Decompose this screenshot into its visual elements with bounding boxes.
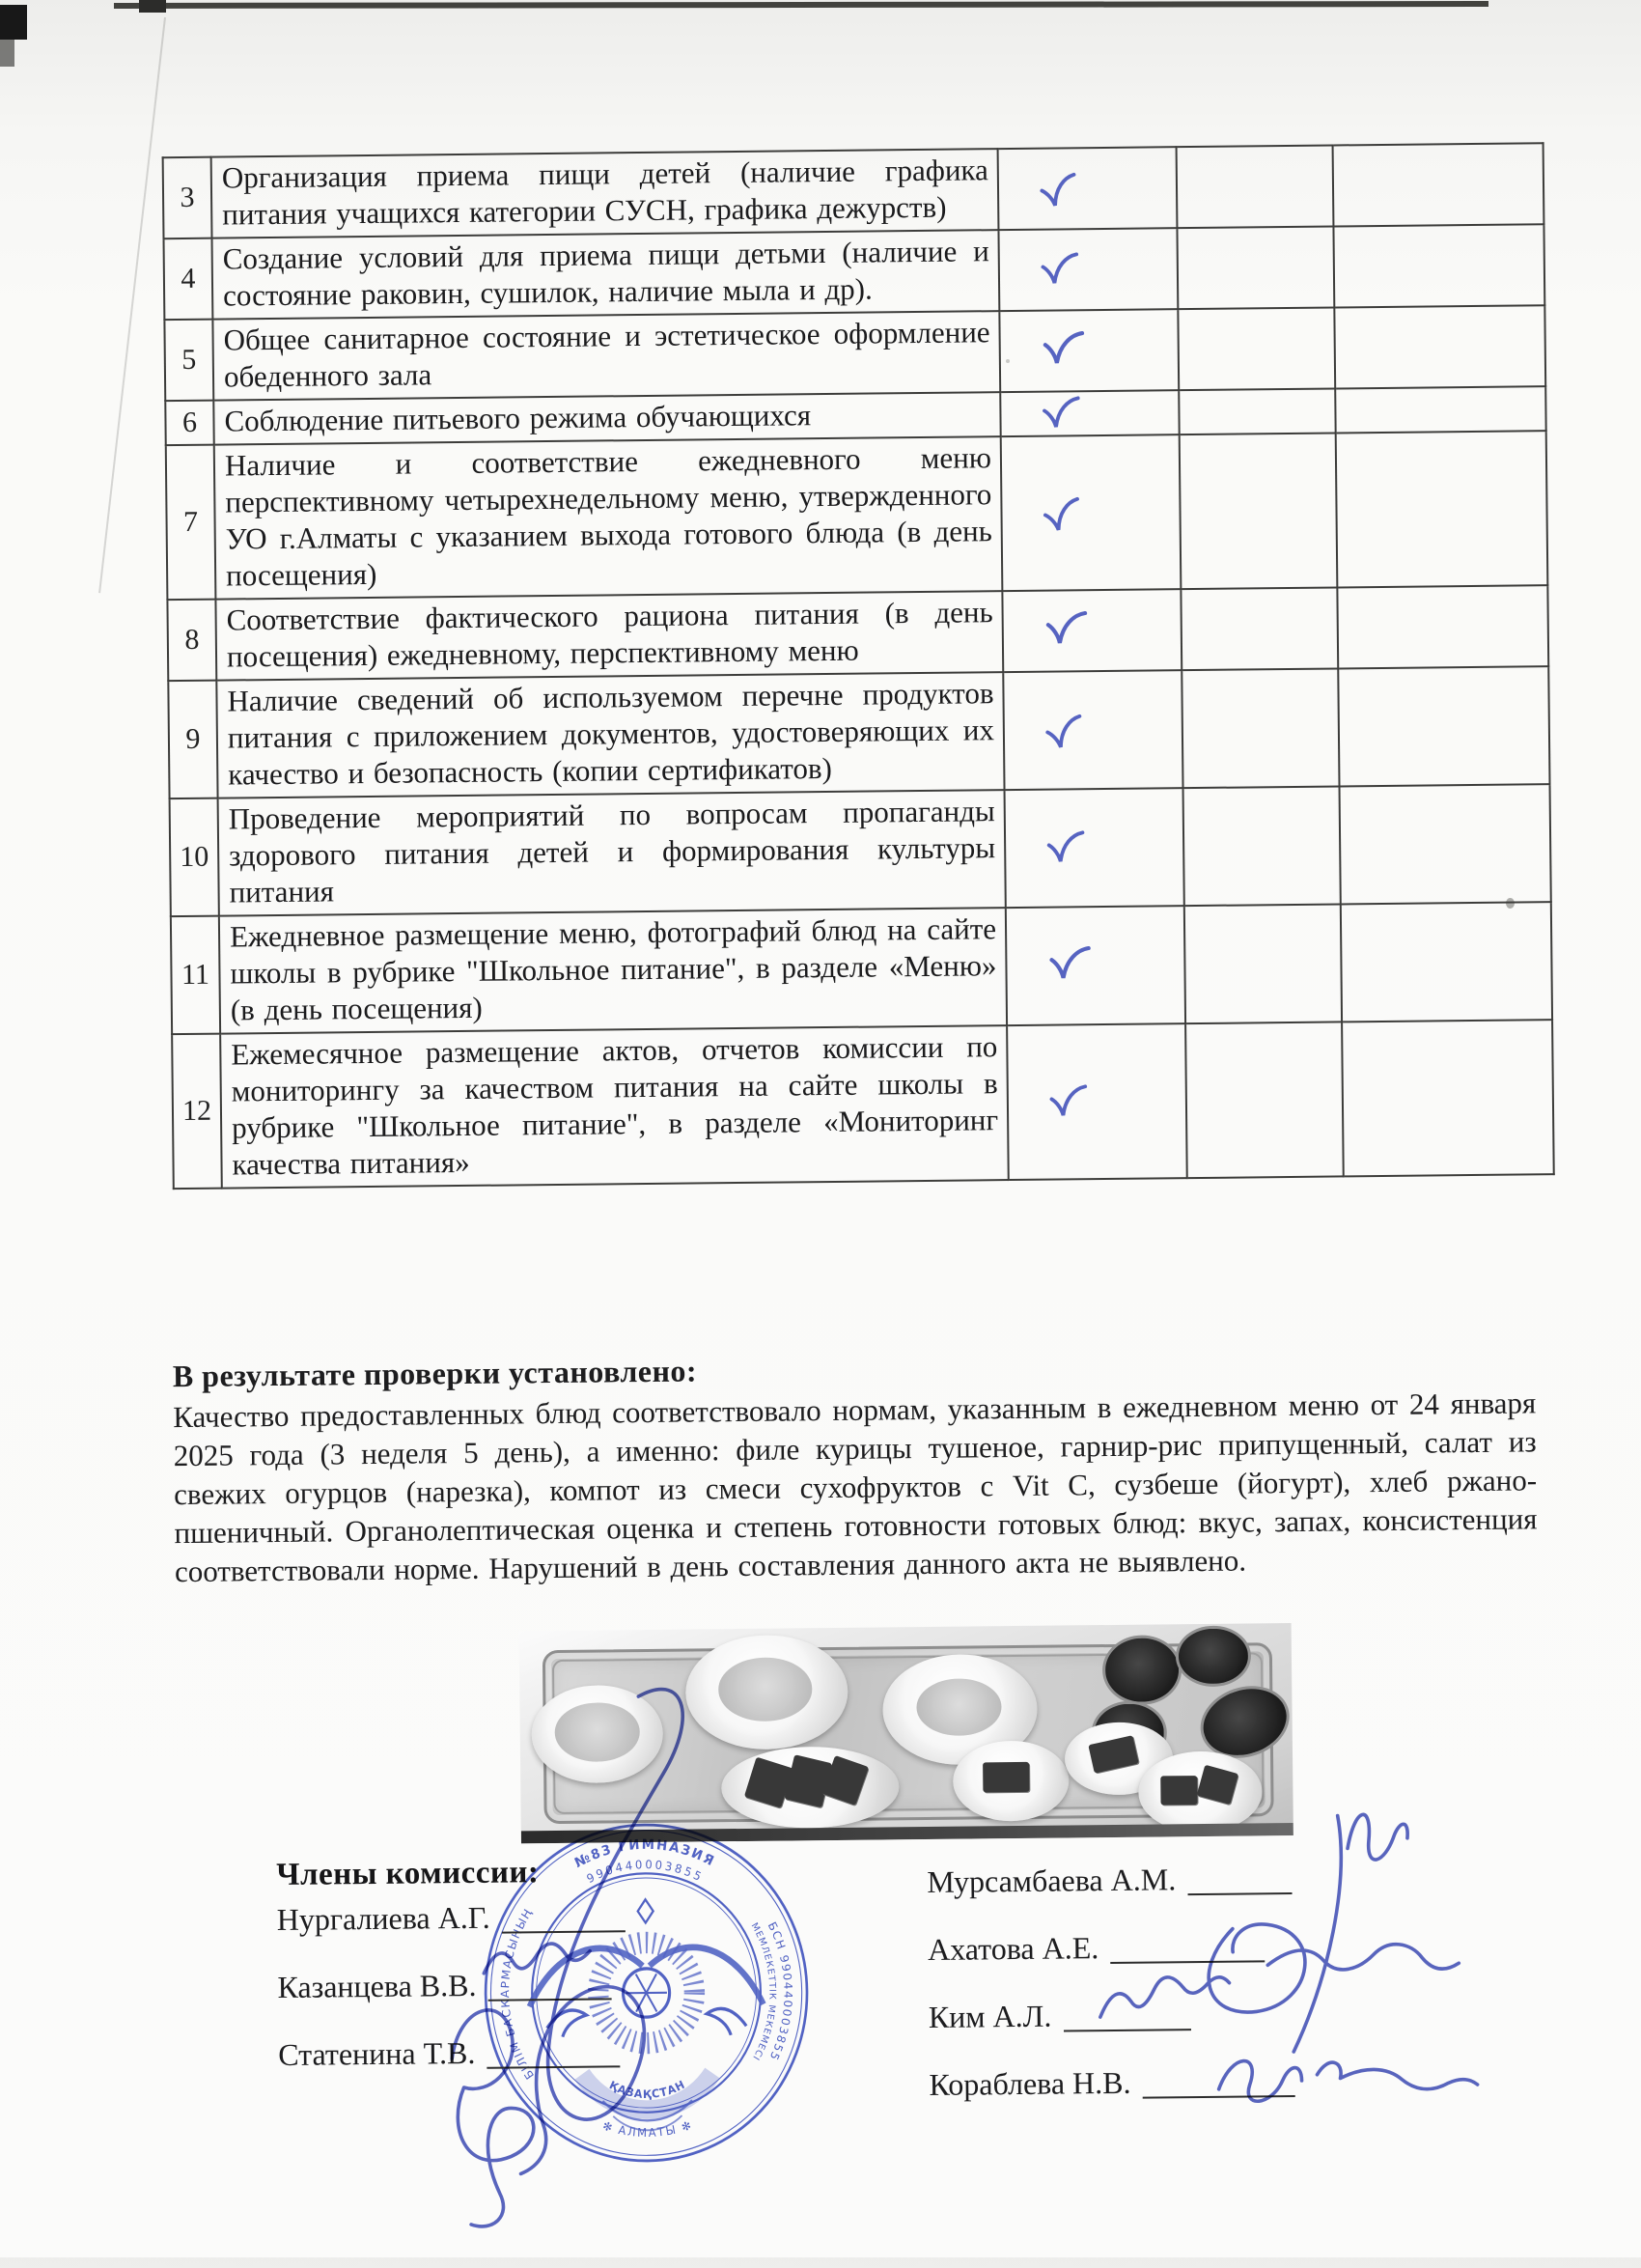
table-row — [164, 224, 1545, 320]
signature-statenina — [452, 2009, 535, 2226]
row-checkmark-cell — [999, 309, 1179, 392]
row-checkmark-cell — [1006, 906, 1185, 1025]
row-number: 11 — [171, 916, 220, 1035]
commission-heading: Члены комиссии: — [276, 1855, 540, 1893]
row-criterion-text: Создание условий для приема пищи детьми (наличие и состояние раковин, сушилок, наличие мыла и др). — [212, 230, 1000, 320]
table-row — [171, 902, 1552, 1034]
signature-name: Ким А.Л. — [929, 1999, 1052, 2034]
signature-name: Казанцева В.В. — [277, 1968, 476, 2004]
signature-name: Нургалиева А.Г. — [277, 1900, 490, 1937]
signature-mursambaeva — [1348, 1814, 1408, 1860]
row-criterion-text: Ежедневное размещение меню, фотографий блюд на сайте школы в рубрике "Школьное питание", в разделе «Меню» (в день посещения) — [219, 908, 1007, 1034]
table-row — [172, 1020, 1554, 1189]
inspection-checklist-table — [162, 142, 1555, 1190]
stamp-ring-right-inner-text: МЕМЛЕКЕТТІК МЕКЕМЕСІ — [749, 1920, 778, 2062]
stamp-ring-top-text: №83 ГИМНАЗИЯ — [572, 1836, 718, 1872]
row-empty-cell — [1177, 226, 1334, 309]
row-empty-cell — [1333, 224, 1544, 307]
row-criterion-text: Общее санитарное состояние и эстетическое оформление обеденного зала — [212, 311, 1000, 401]
table-row — [170, 784, 1551, 916]
row-checkmark-cell — [1007, 1023, 1187, 1180]
row-number: 7 — [166, 445, 216, 601]
conclusion-section — [173, 1342, 1538, 1591]
handwritten-signatures — [392, 1634, 1557, 2264]
row-checkmark-cell — [998, 147, 1178, 230]
handwritten-checkmark — [1042, 606, 1092, 651]
row-number: 10 — [170, 798, 219, 917]
row-checkmark-cell — [998, 228, 1178, 311]
row-criterion-text: Наличие и соответствие ежедневного меню перспективному четырехнедельному меню, утвержденного УО г.Алматы с указанием выхода готового блюда (в день посещения) — [214, 436, 1003, 600]
signature-name: Мурсамбаева А.М. — [927, 1862, 1176, 1899]
stamp-center-banner-text: ҚАЗАҚСТАН — [607, 2077, 687, 2101]
handwritten-checkmark — [1038, 392, 1086, 435]
row-checkmark-cell — [1003, 670, 1182, 790]
row-criterion-text: Соответствие фактического рациона питания (в день посещения) ежедневному, перспективному меню — [215, 591, 1003, 681]
signature-name: Статенина Т.В. — [278, 2035, 475, 2072]
row-number: 12 — [172, 1034, 222, 1190]
handwritten-checkmark — [1033, 168, 1085, 215]
row-empty-cell — [1336, 431, 1548, 587]
row-empty-cell — [1183, 786, 1341, 906]
row-criterion-text: Соблюдение питьевого режима обучающихся — [213, 392, 1000, 445]
row-empty-cell — [1178, 307, 1335, 390]
row-checkmark-cell — [1000, 390, 1179, 436]
row-empty-cell — [1184, 904, 1342, 1023]
row-empty-cell — [1182, 668, 1339, 788]
handwritten-checkmark — [1042, 826, 1090, 870]
signature-name: Ахатова А.Е. — [928, 1930, 1099, 1967]
handwritten-checkmark — [1036, 248, 1084, 292]
row-empty-cell — [1337, 585, 1548, 668]
row-empty-cell — [1342, 1020, 1554, 1176]
stamp-ring-bottom-text: ✻ АЛМАТЫ ✻ — [601, 2117, 695, 2140]
signature-name: Кораблева Н.В. — [929, 2065, 1130, 2102]
row-criterion-text: Проведение мероприятий по вопросам пропаганды здорового питания детей и формирования культуры питания — [218, 790, 1006, 916]
checklist-body — [163, 143, 1554, 1189]
row-empty-cell — [1185, 1022, 1344, 1178]
table-row — [164, 305, 1545, 401]
handwritten-checkmark — [1039, 710, 1091, 757]
table-row — [163, 143, 1544, 238]
table-row — [166, 431, 1548, 600]
handwritten-checkmark — [1044, 1080, 1093, 1124]
row-criterion-text: Организация приема пищи детей (наличие графика питания учащихся категории СУСН, графика дежурств) — [211, 149, 999, 238]
stamp-ring-left-text: БІЛІМ БАСҚАРМАСЫНЫҢ — [497, 1905, 537, 2082]
row-number: 3 — [163, 157, 212, 239]
handwritten-checkmark — [1044, 941, 1095, 986]
row-empty-cell — [1181, 587, 1338, 670]
row-number: 9 — [168, 681, 217, 799]
row-empty-cell — [1335, 386, 1545, 433]
row-empty-cell — [1179, 388, 1335, 434]
signature-korableva — [1218, 2058, 1477, 2102]
row-number: 8 — [167, 600, 216, 682]
signature-nurgalieva — [515, 1689, 687, 2173]
handwritten-checkmark — [1039, 326, 1089, 371]
stamp-ring-top-number: 990440003855 — [584, 1857, 706, 1886]
row-criterion-text: Наличие сведений об используемом перечне продуктов питания с приложением документов, удостоверяющих их качество и безопасность (копии сертификатов) — [216, 672, 1004, 798]
row-empty-cell — [1341, 902, 1552, 1022]
signature-akhatova-flourish — [1292, 1816, 1344, 2053]
row-checkmark-cell — [1002, 589, 1182, 672]
row-empty-cell — [1333, 143, 1544, 226]
table-row — [168, 666, 1549, 798]
row-checkmark-cell — [1005, 788, 1184, 908]
row-empty-cell — [1334, 305, 1545, 388]
row-number: 5 — [164, 320, 213, 402]
conclusion-body: Качество предоставленных блюд соответствовало нормам, указанным в ежедневном меню от 24 января 2025 года (3 неделя 5 день), а именно: филе курицы тушеное, гарнир-рис припущенный, салат из свежих огурцов (нарезка), компот из смеси сухофруктов с Vit C, сузбеше (йогурт), хлеб ржано-пшеничный. Органолептическая оценка и степень готовности готовых блюд: вкус, запах, консистенция соответствовали норме. Нарушений в день составления данного акта не выявлено. — [173, 1384, 1538, 1591]
handwritten-checkmark — [1037, 492, 1089, 540]
row-empty-cell — [1338, 666, 1549, 786]
row-checkmark-cell — [1001, 434, 1182, 591]
stamp-ring-right-text: БСН 990440003855 — [765, 1919, 795, 2063]
conclusion-heading: В результате проверки установлено: — [173, 1342, 1536, 1395]
row-criterion-text: Ежемесячное размещение актов, отчетов комиссии по мониторингу за качеством питания на сайте школы в рубрике "Школьное питание", в разделе «Мониторинг качества питания» — [220, 1025, 1009, 1189]
row-empty-cell — [1180, 433, 1338, 589]
signature-kim — [1099, 1976, 1229, 2017]
row-empty-cell — [1340, 784, 1551, 904]
table-row — [167, 585, 1548, 681]
row-empty-cell — [1177, 145, 1334, 228]
row-number: 6 — [165, 401, 213, 446]
row-number: 4 — [164, 238, 213, 321]
